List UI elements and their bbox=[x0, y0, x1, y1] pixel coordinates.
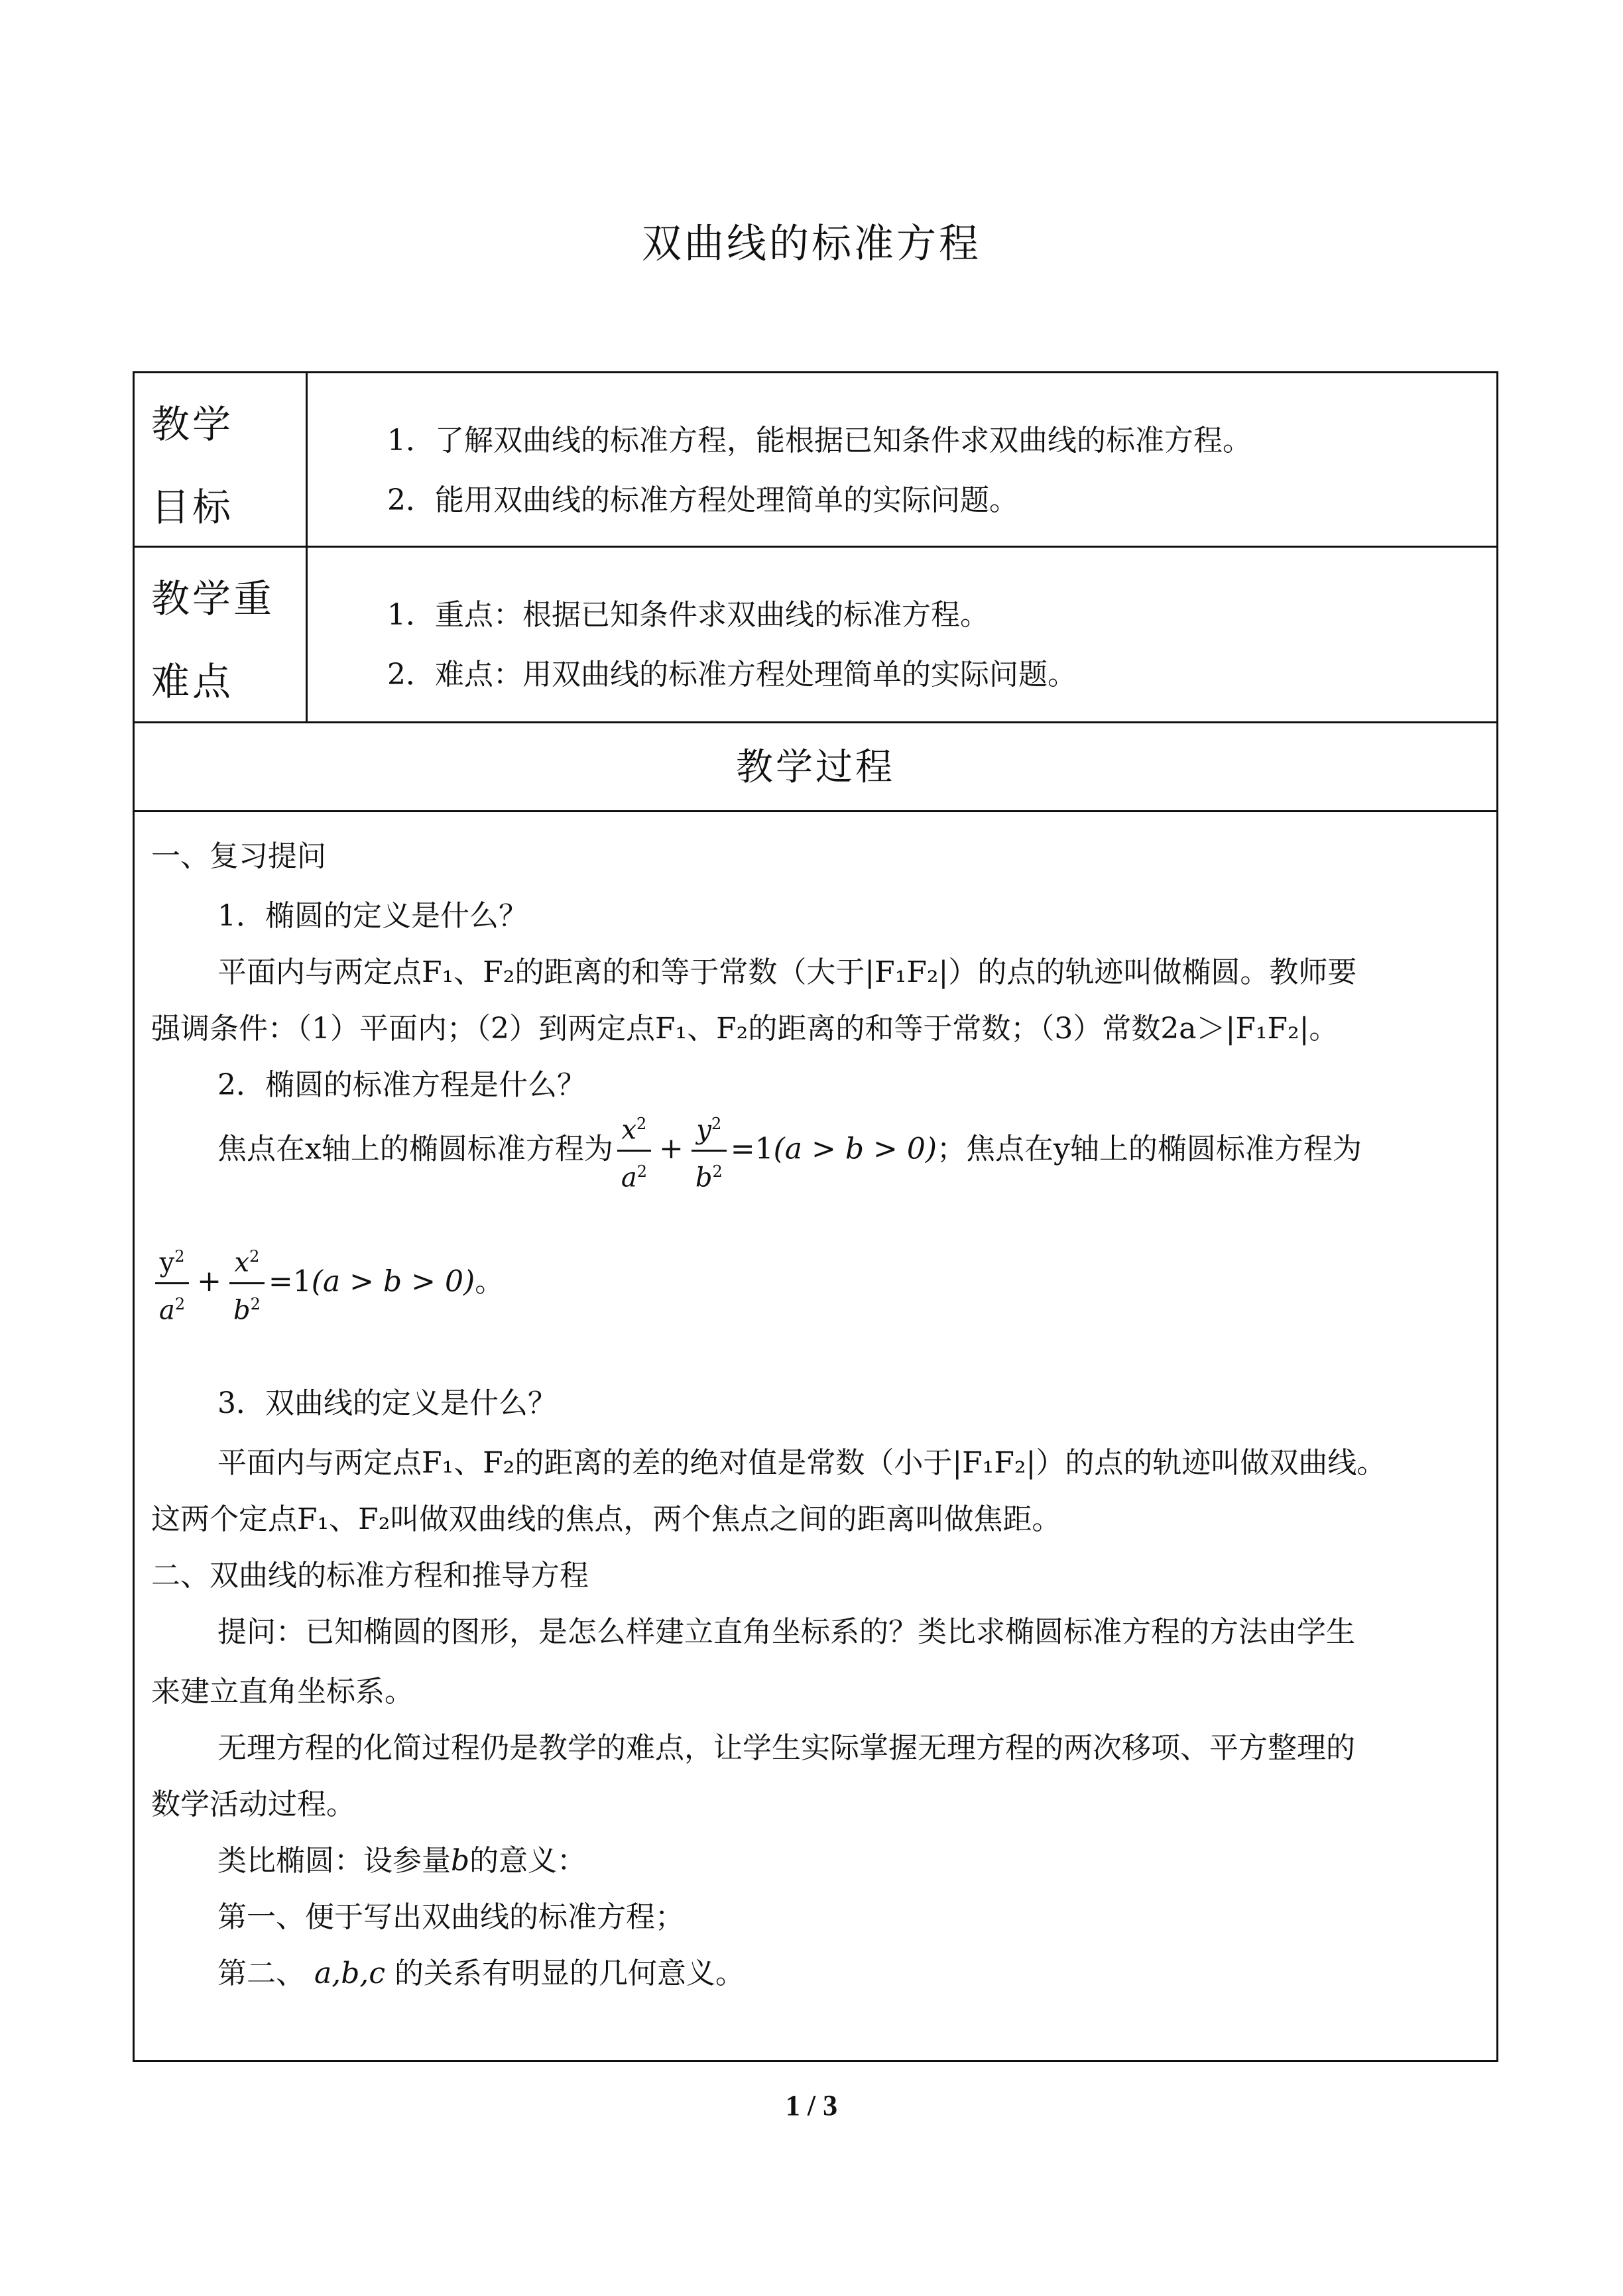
section2-p2-line1: 无理方程的化简过程仍是教学的难点，让学生实际掌握无理方程的两次移项、平方整理的 bbox=[217, 1731, 1355, 1765]
question-1: 1．椭圆的定义是什么？ bbox=[217, 899, 528, 933]
lesson-table bbox=[133, 371, 1498, 2062]
fraction-y2-a2 bbox=[155, 1237, 189, 1331]
fraction-denominator: $a^2$ bbox=[621, 1162, 647, 1193]
equation-rhs: =1 bbox=[268, 1264, 312, 1299]
key-points-label-cell bbox=[135, 548, 308, 721]
fraction-denominator: $a^2$ bbox=[159, 1295, 186, 1326]
section2-p2-line2: 数学活动过程。 bbox=[151, 1787, 355, 1821]
fraction-x2-a2 bbox=[617, 1104, 651, 1198]
key-points-row bbox=[135, 548, 1496, 723]
equation-rhs: =1 bbox=[730, 1132, 774, 1166]
fraction-numerator: $x^2$ bbox=[617, 1104, 651, 1152]
fraction-y2-b2 bbox=[691, 1104, 727, 1198]
variables-abc: a,b,c bbox=[314, 1957, 386, 1990]
key-points-label-line1: 教学重 bbox=[151, 576, 275, 621]
fraction-x2-b2 bbox=[229, 1237, 265, 1331]
answer-1-line1: 平面内与两定点F₁、F₂的距离的和等于常数（大于|F₁F₂|）的点的轨迹叫做椭圆。教师要 bbox=[217, 955, 1357, 989]
question-2: 2．椭圆的标准方程是什么？ bbox=[217, 1068, 586, 1102]
key-points-content bbox=[308, 548, 1496, 721]
answer-1-line2: 强调条件：（1）平面内；（2）到两定点F₁、F₂的距离的和等于常数；（3）常数2a＞|F₁F₂|。 bbox=[151, 1012, 1339, 1046]
section2-p5: 第二、 a,b,c 的关系有明显的几何意义。 bbox=[217, 1957, 745, 1990]
objectives-label-cell bbox=[135, 373, 308, 546]
objectives-label-line1: 教学 bbox=[151, 402, 234, 447]
objectives-row bbox=[135, 373, 1496, 548]
process-header-row bbox=[135, 723, 1496, 812]
answer-2-line1: 焦点在x轴上的椭圆标准方程为 $\frac{x^2}{a^2}$ + $\frac{y^2}{b^2}$ =1(a > b > 0)；焦点在y轴上的椭圆标准方程为 bbox=[217, 1104, 1362, 1198]
objective-item-1: 1．了解双曲线的标准方程，能根据已知条件求双曲线的标准方程。 bbox=[387, 424, 1252, 457]
section2-p1-line2: 来建立直角坐标系。 bbox=[151, 1675, 414, 1709]
section2-p3: 类比椭圆：设参量b的意义： bbox=[217, 1844, 587, 1878]
answer-3-line1: 平面内与两定点F₁、F₂的距离的差的绝对值是常数（小于|F₁F₂|）的点的轨迹叫做双曲线。 bbox=[217, 1446, 1386, 1480]
answer-2-line2: $\frac{y^2}{a^2}$ + $\frac{x^2}{b^2}$ =1(a > b > 0)。 bbox=[151, 1237, 504, 1331]
fraction-numerator: $x^2$ bbox=[229, 1237, 265, 1284]
page-number: 1 / 3 bbox=[785, 2089, 838, 2122]
section2-heading: 二、双曲线的标准方程和推导方程 bbox=[151, 1559, 589, 1593]
section1-heading: 一、复习提问 bbox=[151, 839, 326, 873]
objectives-content bbox=[308, 373, 1496, 546]
fraction-numerator: $y^2$ bbox=[155, 1237, 189, 1284]
section2-p1-line1: 提问：已知椭圆的图形，是怎么样建立直角坐标系的？类比求椭圆标准方程的方法由学生 bbox=[217, 1615, 1355, 1649]
answer-3-line2: 这两个定点F₁、F₂叫做双曲线的焦点，两个焦点之间的距离叫做焦距。 bbox=[151, 1502, 1061, 1536]
fraction-denominator: $b^2$ bbox=[233, 1295, 261, 1326]
key-points-label-line2: 难点 bbox=[151, 659, 234, 704]
key-point-item-2: 2．难点：用双曲线的标准方程处理简单的实际问题。 bbox=[387, 658, 1077, 692]
answer-2-end: 。 bbox=[475, 1264, 505, 1299]
document-title: 双曲线的标准方程 bbox=[642, 221, 981, 267]
section2-p4: 第一、便于写出双曲线的标准方程； bbox=[217, 1900, 684, 1934]
question-3: 3．双曲线的定义是什么？ bbox=[217, 1386, 557, 1420]
variable-b: b bbox=[451, 1844, 470, 1878]
equation-condition: (a > b > 0) bbox=[773, 1132, 937, 1166]
equation-condition: (a > b > 0) bbox=[311, 1264, 475, 1299]
answer-2-prefix: 焦点在x轴上的椭圆标准方程为 bbox=[217, 1132, 613, 1166]
process-header: 教学过程 bbox=[736, 746, 895, 789]
fraction-denominator: $b^2$ bbox=[695, 1162, 723, 1193]
key-point-item-1: 1．重点：根据已知条件求双曲线的标准方程。 bbox=[387, 598, 989, 632]
objectives-label-line2: 目标 bbox=[151, 485, 234, 530]
fraction-numerator: $y^2$ bbox=[691, 1104, 727, 1152]
answer-2-mid: ；焦点在y轴上的椭圆标准方程为 bbox=[937, 1132, 1362, 1166]
objective-item-2: 2．能用双曲线的标准方程处理简单的实际问题。 bbox=[387, 483, 1018, 517]
